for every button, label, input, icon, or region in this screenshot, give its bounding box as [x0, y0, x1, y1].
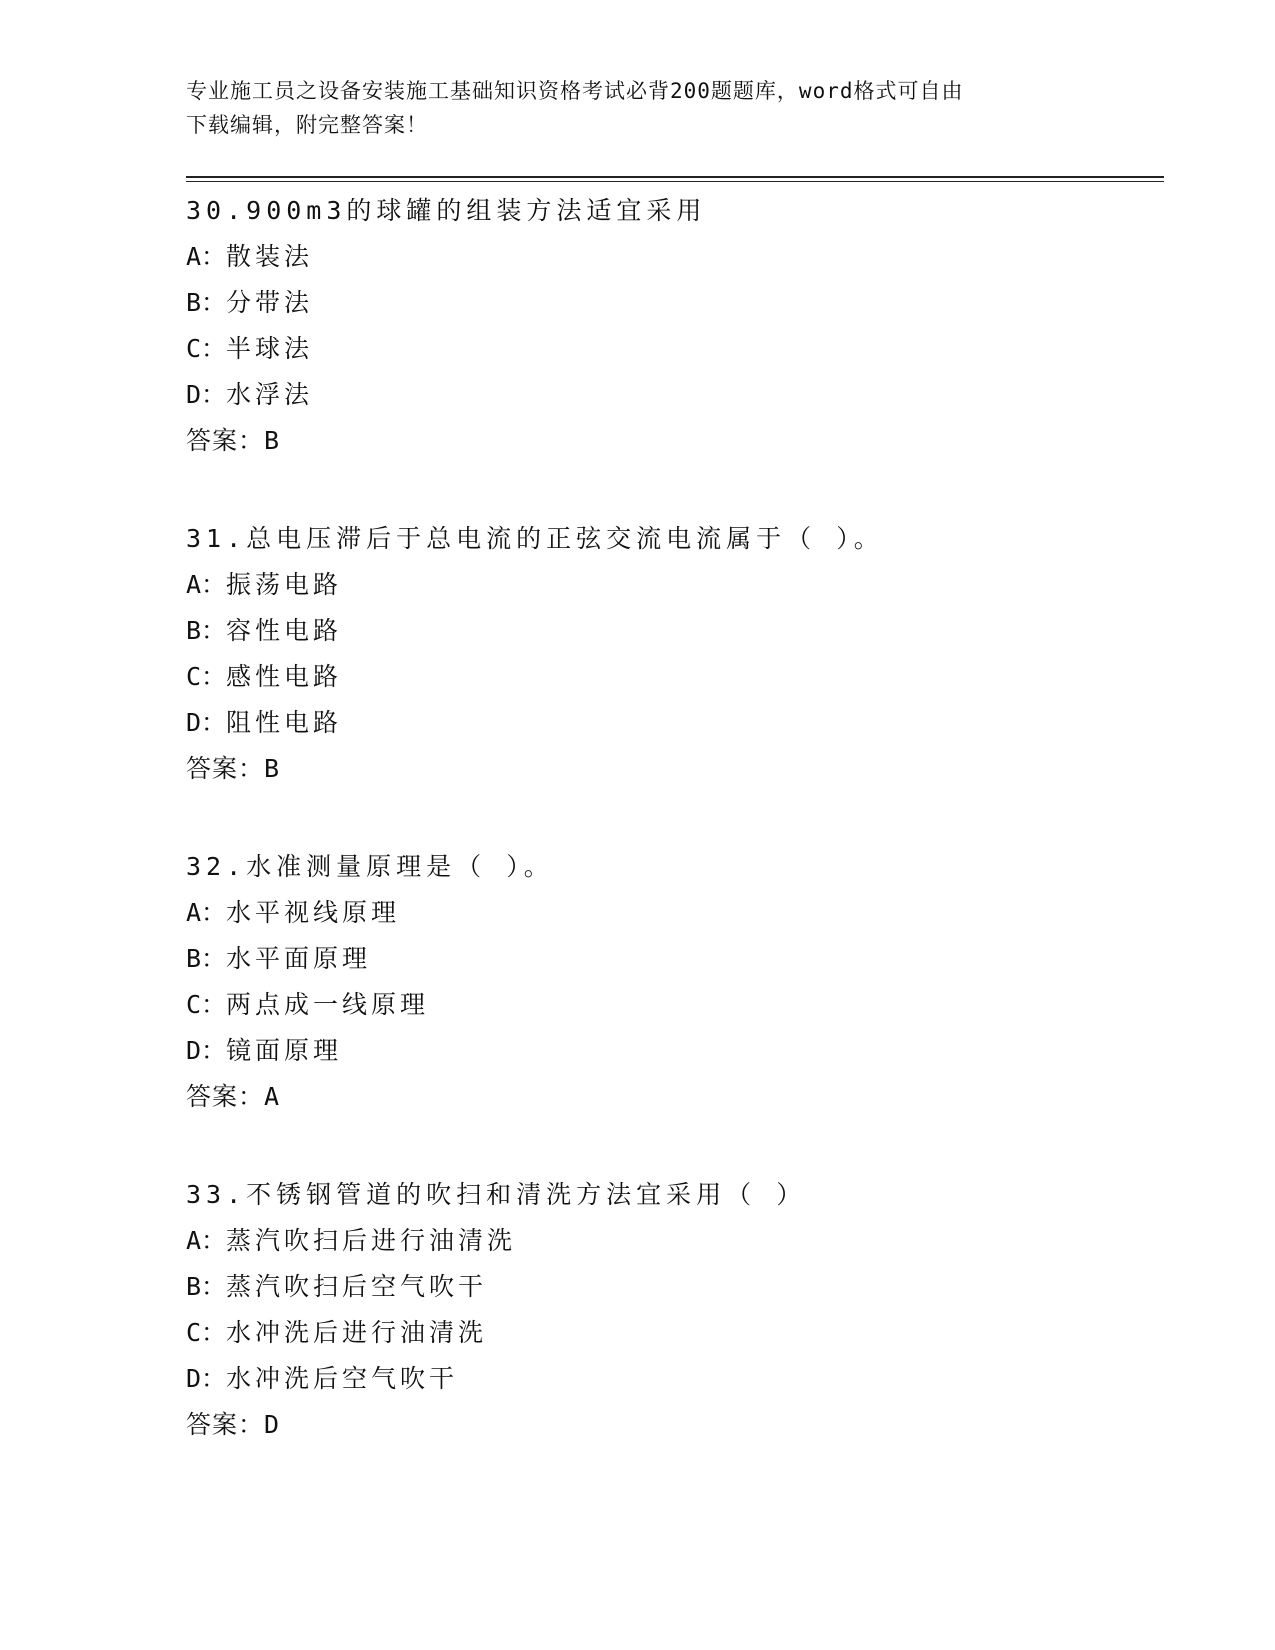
- option-b: [186, 280, 1164, 326]
- answer: 答案：B: [186, 426, 281, 455]
- option-text: 散装法: [226, 242, 314, 271]
- answer: 答案：D: [186, 1410, 281, 1439]
- option-letter: B：: [186, 1272, 227, 1301]
- option-letter: C：: [186, 1318, 227, 1347]
- option-text: 阻性电路: [226, 708, 343, 737]
- option-letter: C：: [186, 662, 227, 691]
- document-header: [186, 74, 1066, 142]
- option-text: 镜面原理: [226, 1036, 343, 1065]
- option-d: [186, 1028, 1164, 1074]
- option-letter: D：: [186, 1364, 227, 1393]
- header-line-1: 专业施工员之设备安装施工基础知识资格考试必背200题题库，word格式可自由: [186, 79, 964, 103]
- answer: 答案：B: [186, 754, 281, 783]
- option-letter: D：: [186, 708, 227, 737]
- option-letter: B：: [186, 288, 227, 317]
- header-divider-thin: [186, 181, 1164, 182]
- header-divider: [186, 176, 1164, 178]
- option-text: 感性电路: [226, 662, 343, 691]
- question-30: [186, 188, 1164, 464]
- option-letter: B：: [186, 616, 227, 645]
- option-text: 蒸汽吹扫后进行油清洗: [226, 1226, 517, 1255]
- question-title: 30.900m3的球罐的组装方法适宜采用: [186, 196, 707, 225]
- question-title: 32.水准测量原理是（ ）。: [186, 852, 554, 881]
- option-letter: B：: [186, 944, 227, 973]
- option-text: 蒸汽吹扫后空气吹干: [226, 1272, 488, 1301]
- option-b: [186, 936, 1164, 982]
- option-c: [186, 326, 1164, 372]
- option-d: [186, 1356, 1164, 1402]
- option-letter: D：: [186, 380, 227, 409]
- option-letter: D：: [186, 1036, 227, 1065]
- option-letter: A：: [186, 242, 227, 271]
- option-text: 水冲洗后空气吹干: [226, 1364, 459, 1393]
- option-text: 半球法: [226, 334, 314, 363]
- option-c: [186, 1310, 1164, 1356]
- option-text: 水平面原理: [226, 944, 372, 973]
- question-32: [186, 844, 1164, 1120]
- answer: 答案：A: [186, 1082, 281, 1111]
- header-line-2: 下载编辑，附完整答案！: [186, 113, 428, 137]
- option-b: [186, 608, 1164, 654]
- option-text: 两点成一线原理: [226, 990, 430, 1019]
- option-c: [186, 982, 1164, 1028]
- option-text: 分带法: [226, 288, 314, 317]
- option-text: 水冲洗后进行油清洗: [226, 1318, 488, 1347]
- option-a: [186, 890, 1164, 936]
- document-page: [186, 0, 1166, 1650]
- option-c: [186, 654, 1164, 700]
- option-a: [186, 562, 1164, 608]
- option-letter: C：: [186, 990, 227, 1019]
- option-a: [186, 234, 1164, 280]
- question-31: [186, 516, 1164, 792]
- question-33: [186, 1172, 1164, 1448]
- option-a: [186, 1218, 1164, 1264]
- option-letter: A：: [186, 898, 227, 927]
- option-letter: C：: [186, 334, 227, 363]
- question-title: 33.不锈钢管道的吹扫和清洗方法宜采用（ ）: [186, 1180, 807, 1209]
- option-text: 水浮法: [226, 380, 314, 409]
- question-list: [186, 188, 1164, 1500]
- option-letter: A：: [186, 1226, 227, 1255]
- option-b: [186, 1264, 1164, 1310]
- option-d: [186, 700, 1164, 746]
- option-d: [186, 372, 1164, 418]
- question-title: 31.总电压滞后于总电流的正弦交流电流属于（ ）。: [186, 524, 884, 553]
- option-text: 水平视线原理: [226, 898, 401, 927]
- option-text: 容性电路: [226, 616, 343, 645]
- option-text: 振荡电路: [226, 570, 343, 599]
- option-letter: A：: [186, 570, 227, 599]
